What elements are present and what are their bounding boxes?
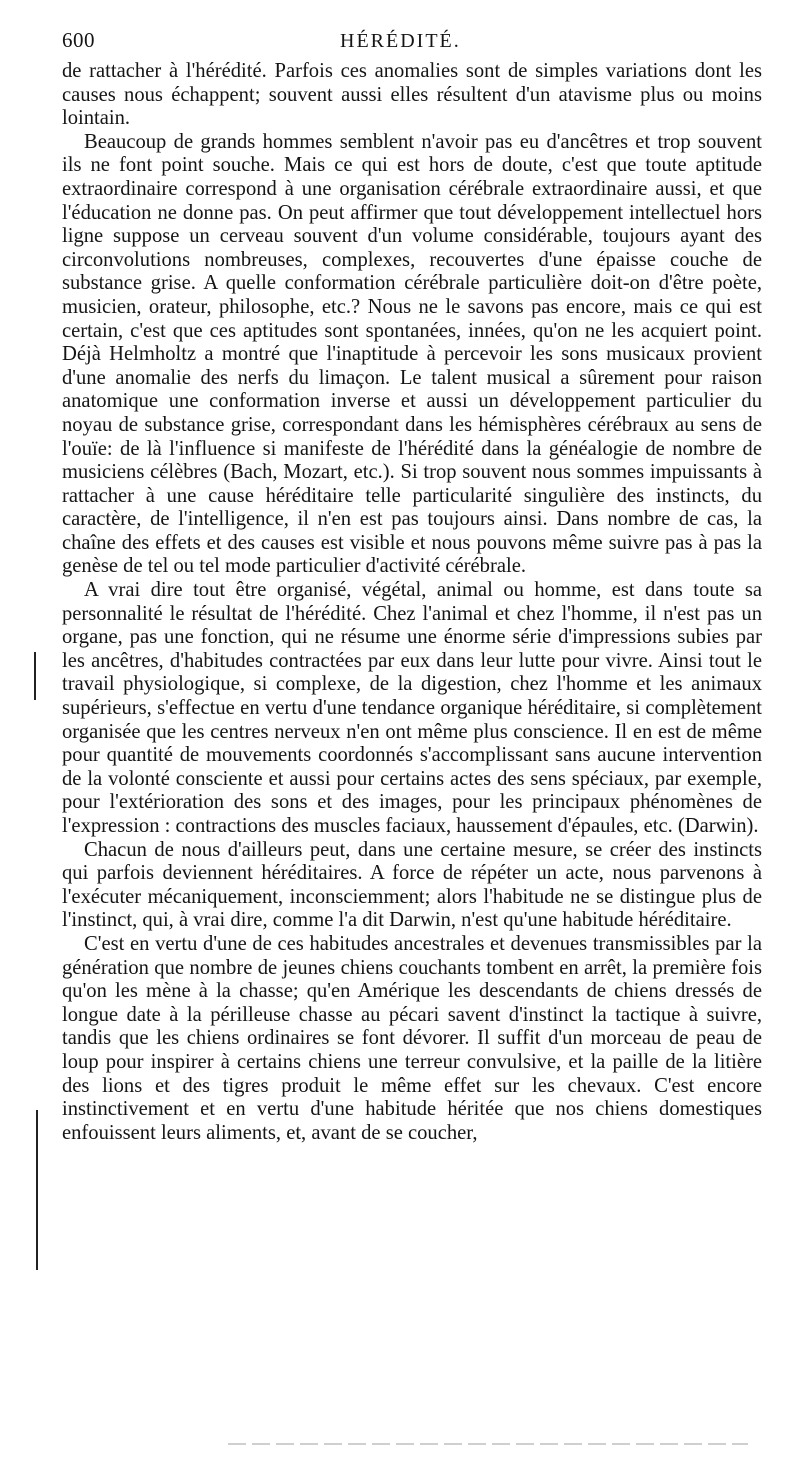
- paragraph-ancestral-habits: C'est en vertu d'une de ces habitudes ancestrales et devenues transmissibles par la génération que nombre de jeunes chiens couchants tombent en arrêt, la première fois qu'on les mène à la chasse; qu'en Amérique les descendants de chiens dressés de longue date à la périlleuse chasse au pécari savent d'instinct la tactique à suivre, tandis que les chiens ordinaires se font dévorer. Il suffit d'un morceau de peau de loup pour inspirer à certains chiens une terreur convulsive, et la paille de la litière des lions et des tigres produit le même effet sur les chevaux. C'est encore instinctivement et en vertu d'une habitude héritée que nos chiens domestiques enfouissent leurs aliments, et, avant de se coucher,: [62, 932, 762, 1144]
- bottom-bleed-strip: [228, 1443, 748, 1445]
- paragraph-great-men: Beaucoup de grands hommes semblent n'avoir pas eu d'ancêtres et trop souvent ils ne font point souche. Mais ce qui est hors de doute, c'est que toute aptitude extraordinaire correspond à une organisation cérébrale extraordinaire aussi, et que l'éducation ne donne pas. On peut affirmer que tout développement intellectuel hors ligne suppose un cerveau souvent d'un volume considérable, toujours ayant des circonvolutions nombreuses, complexes, recouvertes d'une épaisse couche de substance grise. A quelle conformation cérébrale particulière doit-on d'être poète, musicien, orateur, philosophe, etc.? Nous ne le savons pas encore, mais ce qui est certain, c'est que ces aptitudes sont spontanées, innées, qu'on ne les acquiert point. Déjà Helmholtz a montré que l'inaptitude à percevoir les sons musicaux provient d'une anomalie des nerfs du limaçon. Le talent musical a sûrement pour raison anatomique une conformation inverse et aussi un développement particulier du noyau de substance grise, correspondant dans les hémisphères cérébraux au sens de l'ouïe: de là l'influence si manifeste de l'hérédité dans la généalogie de nombre de musiciens célèbres (Bach, Mozart, etc.). Si trop souvent nous sommes impuissants à rattacher à une cause héréditaire telle particularité singulière des instincts, du caractère, de l'intelligence, il n'en est pas toujours ainsi. Dans nombre de cas, la chaîne des effets et des causes est visible et nous pouvons même suivre pas à pas la genèse de tel ou tel mode particulier d'activité cérébrale.: [62, 130, 762, 578]
- page-number: 600: [62, 28, 95, 52]
- paragraph-acquired-instincts: Chacun de nous d'ailleurs peut, dans une certaine mesure, se créer des instincts qui parfois deviennent héréditaires. A force de répéter un acte, nous parvenons à l'exécuter mécaniquement, inconsciemment; alors l'habitude ne se distingue plus de l'instinct, qui, à vrai dire, comme l'a dit Darwin, n'est qu'une habitude héréditaire.: [62, 838, 762, 932]
- running-title: HÉRÉDITÉ.: [340, 30, 461, 52]
- paragraph-continuation: de rattacher à l'hérédité. Parfois ces anomalies sont de simples variations dont les causes nous échappent; souvent aussi elles résultent d'un atavisme plus ou moins lointain.: [62, 60, 762, 130]
- paragraph-organism-heredity: A vrai dire tout être organisé, végétal, animal ou homme, est dans toute sa personnalité le résultat de l'hérédité. Chez l'animal et chez l'homme, il n'est pas un organe, pas une fonction, qui ne résume une énorme série d'impressions subies par les ancêtres, d'habitudes contractées par eux dans leur lutte pour vivre. Ainsi tout le travail physiologique, si complexe, de la digestion, chez l'homme et les animaux supérieurs, s'effectue en vertu d'une tendance organique héréditaire, si complètement organisée que les centres nerveux n'en ont même plus conscience. Il en est de même pour quantité de mouvements coordonnés s'accomplissant sans aucune intervention de la volonté consciente et aussi pour certains actes des sens spéciaux, par exemple, pour l'extérioration des sons et des images, pour les principaux phénomènes de l'expression : contractions des muscles faciaux, haussement d'épaules, etc. (Darwin).: [62, 579, 762, 837]
- margin-mark-1: [34, 652, 36, 700]
- body-text: [62, 60, 762, 1145]
- margin-mark-2: [36, 1110, 38, 1270]
